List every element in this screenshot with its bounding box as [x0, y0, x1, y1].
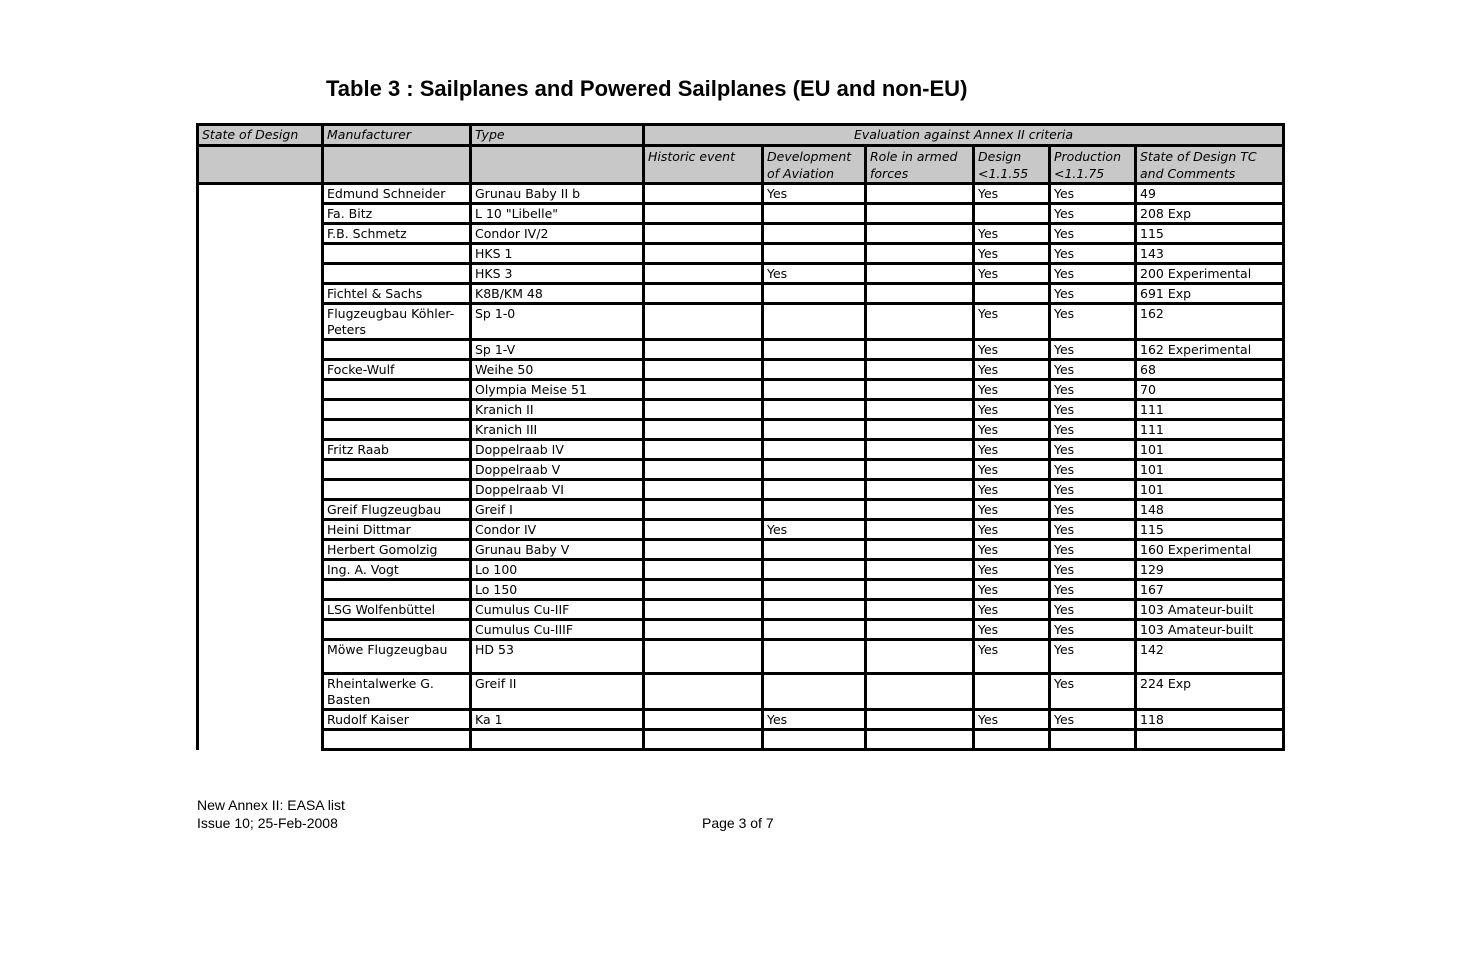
cell-type: Lo 100: [471, 560, 644, 580]
cell-historic: [644, 224, 763, 244]
cell-historic: [644, 204, 763, 224]
table-row: [198, 460, 1284, 480]
cell-type: Sp 1-V: [471, 340, 644, 360]
cell-role: [866, 400, 974, 420]
table-row: [198, 204, 1284, 224]
cell-production: [1050, 730, 1136, 750]
cell-role: [866, 380, 974, 400]
cell-role: [866, 480, 974, 500]
cell-role: [866, 620, 974, 640]
cell-type: Condor IV/2: [471, 224, 644, 244]
cell-design: Yes: [974, 184, 1050, 204]
cell-tc: 101: [1136, 440, 1284, 460]
cell-design: [974, 204, 1050, 224]
table-row: [198, 640, 1284, 674]
header-evaluation: Evaluation against Annex II criteria: [644, 125, 1284, 146]
cell-development: [763, 460, 866, 480]
cell-manufacturer: Edmund Schneider: [323, 184, 471, 204]
cell-type: Cumulus Cu-IIIF: [471, 620, 644, 640]
cell-manufacturer: Herbert Gomolzig: [323, 540, 471, 560]
cell-production: Yes: [1050, 460, 1136, 480]
cell-production: Yes: [1050, 500, 1136, 520]
cell-design: Yes: [974, 460, 1050, 480]
header-row-2: [198, 146, 1284, 184]
cell-type: [471, 730, 644, 750]
cell-development: [763, 640, 866, 674]
cell-development: Yes: [763, 264, 866, 284]
cell-manufacturer: LSG Wolfenbüttel: [323, 600, 471, 620]
cell-design: Yes: [974, 540, 1050, 560]
cell-historic: [644, 460, 763, 480]
cell-historic: [644, 710, 763, 730]
cell-production: Yes: [1050, 674, 1136, 710]
cell-design: Yes: [974, 640, 1050, 674]
cell-historic: [644, 580, 763, 600]
cell-design: Yes: [974, 560, 1050, 580]
cell-type: Ka 1: [471, 710, 644, 730]
cell-type: Kranich II: [471, 400, 644, 420]
cell-historic: [644, 640, 763, 674]
cell-design: Yes: [974, 580, 1050, 600]
cell-tc: 115: [1136, 224, 1284, 244]
cell-manufacturer: [323, 730, 471, 750]
cell-type: Grunau Baby V: [471, 540, 644, 560]
cell-design: Yes: [974, 224, 1050, 244]
cell-role: [866, 264, 974, 284]
cell-role: [866, 304, 974, 340]
cell-production: Yes: [1050, 600, 1136, 620]
cell-manufacturer: Rheintalwerke G. Basten: [323, 674, 471, 710]
cell-manufacturer: F.B. Schmetz: [323, 224, 471, 244]
cell-production: Yes: [1050, 400, 1136, 420]
cell-tc: 224 Exp: [1136, 674, 1284, 710]
cell-tc: 49: [1136, 184, 1284, 204]
cell-design: Yes: [974, 600, 1050, 620]
table-row: [198, 360, 1284, 380]
table-row: [198, 480, 1284, 500]
cell-role: [866, 244, 974, 264]
footer-issue: Issue 10; 25-Feb-2008: [197, 815, 338, 831]
cell-historic: [644, 520, 763, 540]
cell-role: [866, 440, 974, 460]
footer-page-number: Page 3 of 7: [702, 815, 774, 831]
cell-historic: [644, 420, 763, 440]
header-blank-2: [323, 146, 471, 184]
header-manufacturer: Manufacturer: [323, 125, 471, 146]
cell-historic: [644, 184, 763, 204]
cell-tc: 103 Amateur-built: [1136, 600, 1284, 620]
cell-production: Yes: [1050, 184, 1136, 204]
cell-manufacturer: [323, 264, 471, 284]
cell-role: [866, 360, 974, 380]
cell-role: [866, 540, 974, 560]
table-row: [198, 184, 1284, 204]
cell-role: [866, 640, 974, 674]
cell-historic: [644, 560, 763, 580]
cell-tc: 101: [1136, 460, 1284, 480]
header-type: Type: [471, 125, 644, 146]
cell-tc: [1136, 730, 1284, 750]
cell-design: Yes: [974, 500, 1050, 520]
footer-annex: New Annex II: EASA list: [197, 797, 345, 813]
cell-type: Grunau Baby II b: [471, 184, 644, 204]
cell-historic: [644, 730, 763, 750]
cell-role: [866, 674, 974, 710]
cell-design: Yes: [974, 480, 1050, 500]
header-state-of-design: State of Design: [198, 125, 323, 146]
cell-historic: [644, 360, 763, 380]
cell-type: HKS 3: [471, 264, 644, 284]
cell-development: [763, 284, 866, 304]
cell-type: Doppelraab V: [471, 460, 644, 480]
table-row: [198, 560, 1284, 580]
cell-manufacturer: [323, 244, 471, 264]
cell-production: Yes: [1050, 560, 1136, 580]
cell-historic: [644, 540, 763, 560]
cell-type: Doppelraab VI: [471, 480, 644, 500]
cell-tc: 162 Experimental: [1136, 340, 1284, 360]
table-row: [198, 540, 1284, 560]
cell-design: Yes: [974, 304, 1050, 340]
cell-development: [763, 380, 866, 400]
cell-type: HKS 1: [471, 244, 644, 264]
cell-tc: 68: [1136, 360, 1284, 380]
cell-role: [866, 730, 974, 750]
cell-role: [866, 340, 974, 360]
table-row: [198, 730, 1284, 750]
cell-historic: [644, 600, 763, 620]
cell-production: Yes: [1050, 380, 1136, 400]
cell-historic: [644, 284, 763, 304]
cell-tc: 691 Exp: [1136, 284, 1284, 304]
cell-type: L 10 "Libelle": [471, 204, 644, 224]
table-row: [198, 674, 1284, 710]
cell-manufacturer: Focke-Wulf: [323, 360, 471, 380]
cell-role: [866, 460, 974, 480]
cell-type: Lo 150: [471, 580, 644, 600]
cell-manufacturer: Flugzeugbau Köhler-Peters: [323, 304, 471, 340]
cell-historic: [644, 264, 763, 284]
cell-design: [974, 730, 1050, 750]
table-body: [198, 184, 1284, 750]
header-blank-3: [471, 146, 644, 184]
table-row: [198, 580, 1284, 600]
cell-production: Yes: [1050, 360, 1136, 380]
cell-design: Yes: [974, 264, 1050, 284]
cell-manufacturer: Rudolf Kaiser: [323, 710, 471, 730]
cell-production: Yes: [1050, 540, 1136, 560]
cell-manufacturer: Fa. Bitz: [323, 204, 471, 224]
cell-type: Cumulus Cu-IIF: [471, 600, 644, 620]
header-row-1: [198, 125, 1284, 146]
cell-state-of-design: [198, 184, 323, 750]
cell-production: Yes: [1050, 420, 1136, 440]
cell-type: HD 53: [471, 640, 644, 674]
cell-historic: [644, 674, 763, 710]
cell-role: [866, 600, 974, 620]
cell-role: [866, 580, 974, 600]
cell-development: [763, 224, 866, 244]
table-row: [198, 710, 1284, 730]
cell-tc: 118: [1136, 710, 1284, 730]
table-row: [198, 500, 1284, 520]
cell-manufacturer: [323, 340, 471, 360]
cell-role: [866, 184, 974, 204]
cell-manufacturer: [323, 580, 471, 600]
cell-role: [866, 204, 974, 224]
cell-manufacturer: Möwe Flugzeugbau: [323, 640, 471, 674]
cell-development: [763, 560, 866, 580]
cell-design: Yes: [974, 420, 1050, 440]
cell-tc: 167: [1136, 580, 1284, 600]
cell-production: Yes: [1050, 284, 1136, 304]
cell-historic: [644, 244, 763, 264]
cell-historic: [644, 440, 763, 460]
cell-development: [763, 304, 866, 340]
cell-design: Yes: [974, 380, 1050, 400]
cell-development: [763, 674, 866, 710]
table-row: [198, 340, 1284, 360]
cell-type: Condor IV: [471, 520, 644, 540]
cell-production: Yes: [1050, 620, 1136, 640]
header-tc: State of Design TC and Comments: [1136, 146, 1284, 184]
header-historic-event: Historic event: [644, 146, 763, 184]
cell-type: Doppelraab IV: [471, 440, 644, 460]
cell-development: Yes: [763, 184, 866, 204]
header-blank-1: [198, 146, 323, 184]
cell-design: Yes: [974, 340, 1050, 360]
cell-development: [763, 204, 866, 224]
cell-development: Yes: [763, 710, 866, 730]
cell-development: [763, 244, 866, 264]
cell-manufacturer: Fritz Raab: [323, 440, 471, 460]
cell-design: [974, 284, 1050, 304]
cell-design: Yes: [974, 440, 1050, 460]
cell-production: Yes: [1050, 480, 1136, 500]
cell-manufacturer: Fichtel & Sachs: [323, 284, 471, 304]
cell-design: Yes: [974, 400, 1050, 420]
header-development: Development of Aviation: [763, 146, 866, 184]
cell-tc: 142: [1136, 640, 1284, 674]
cell-development: [763, 600, 866, 620]
cell-production: Yes: [1050, 204, 1136, 224]
cell-development: [763, 620, 866, 640]
cell-historic: [644, 340, 763, 360]
cell-type: Kranich III: [471, 420, 644, 440]
cell-production: Yes: [1050, 264, 1136, 284]
cell-design: Yes: [974, 710, 1050, 730]
table-row: [198, 400, 1284, 420]
cell-design: Yes: [974, 520, 1050, 540]
cell-manufacturer: [323, 420, 471, 440]
cell-production: Yes: [1050, 340, 1136, 360]
cell-type: Greif II: [471, 674, 644, 710]
table-row: [198, 600, 1284, 620]
cell-tc: 162: [1136, 304, 1284, 340]
cell-development: [763, 540, 866, 560]
cell-type: Weihe 50: [471, 360, 644, 380]
cell-tc: 103 Amateur-built: [1136, 620, 1284, 640]
cell-role: [866, 560, 974, 580]
cell-tc: 111: [1136, 400, 1284, 420]
cell-tc: 200 Experimental: [1136, 264, 1284, 284]
cell-design: Yes: [974, 360, 1050, 380]
cell-manufacturer: [323, 620, 471, 640]
cell-development: [763, 500, 866, 520]
table-row: [198, 620, 1284, 640]
table-row: [198, 440, 1284, 460]
table-row: [198, 264, 1284, 284]
cell-tc: 143: [1136, 244, 1284, 264]
cell-type: Greif I: [471, 500, 644, 520]
cell-role: [866, 710, 974, 730]
cell-tc: 160 Experimental: [1136, 540, 1284, 560]
cell-development: [763, 420, 866, 440]
cell-production: Yes: [1050, 520, 1136, 540]
cell-tc: 101: [1136, 480, 1284, 500]
header-role: Role in armed forces: [866, 146, 974, 184]
cell-production: Yes: [1050, 224, 1136, 244]
table-row: [198, 244, 1284, 264]
cell-role: [866, 520, 974, 540]
header-design: Design <1.1.55: [974, 146, 1050, 184]
cell-manufacturer: [323, 460, 471, 480]
cell-development: [763, 440, 866, 460]
cell-historic: [644, 304, 763, 340]
cell-development: [763, 340, 866, 360]
cell-production: Yes: [1050, 440, 1136, 460]
table-row: [198, 520, 1284, 540]
cell-manufacturer: [323, 380, 471, 400]
header-production: Production <1.1.75: [1050, 146, 1136, 184]
page-title: Table 3 : Sailplanes and Powered Sailplanes (EU and non-EU): [326, 76, 968, 101]
cell-historic: [644, 400, 763, 420]
cell-development: [763, 400, 866, 420]
table-row: [198, 380, 1284, 400]
cell-historic: [644, 500, 763, 520]
cell-tc: 148: [1136, 500, 1284, 520]
cell-historic: [644, 380, 763, 400]
cell-manufacturer: Ing. A. Vogt: [323, 560, 471, 580]
table-row: [198, 284, 1284, 304]
cell-tc: 70: [1136, 380, 1284, 400]
cell-type: K8B/KM 48: [471, 284, 644, 304]
cell-tc: 208 Exp: [1136, 204, 1284, 224]
cell-manufacturer: Heini Dittmar: [323, 520, 471, 540]
cell-tc: 115: [1136, 520, 1284, 540]
cell-manufacturer: [323, 480, 471, 500]
cell-design: Yes: [974, 244, 1050, 264]
cell-tc: 129: [1136, 560, 1284, 580]
cell-type: Olympia Meise 51: [471, 380, 644, 400]
cell-production: Yes: [1050, 640, 1136, 674]
cell-development: [763, 360, 866, 380]
cell-manufacturer: Greif Flugzeugbau: [323, 500, 471, 520]
table-row: [198, 420, 1284, 440]
cell-manufacturer: [323, 400, 471, 420]
cell-role: [866, 224, 974, 244]
cell-production: Yes: [1050, 244, 1136, 264]
sailplanes-table: [196, 123, 1285, 751]
cell-development: Yes: [763, 520, 866, 540]
cell-design: [974, 674, 1050, 710]
cell-development: [763, 580, 866, 600]
cell-tc: 111: [1136, 420, 1284, 440]
table-row: [198, 304, 1284, 340]
cell-role: [866, 500, 974, 520]
cell-type: Sp 1-0: [471, 304, 644, 340]
cell-production: Yes: [1050, 304, 1136, 340]
cell-historic: [644, 480, 763, 500]
cell-role: [866, 284, 974, 304]
cell-historic: [644, 620, 763, 640]
cell-production: Yes: [1050, 580, 1136, 600]
table-row: [198, 224, 1284, 244]
cell-development: [763, 480, 866, 500]
cell-design: Yes: [974, 620, 1050, 640]
cell-development: [763, 730, 866, 750]
cell-production: Yes: [1050, 710, 1136, 730]
cell-role: [866, 420, 974, 440]
